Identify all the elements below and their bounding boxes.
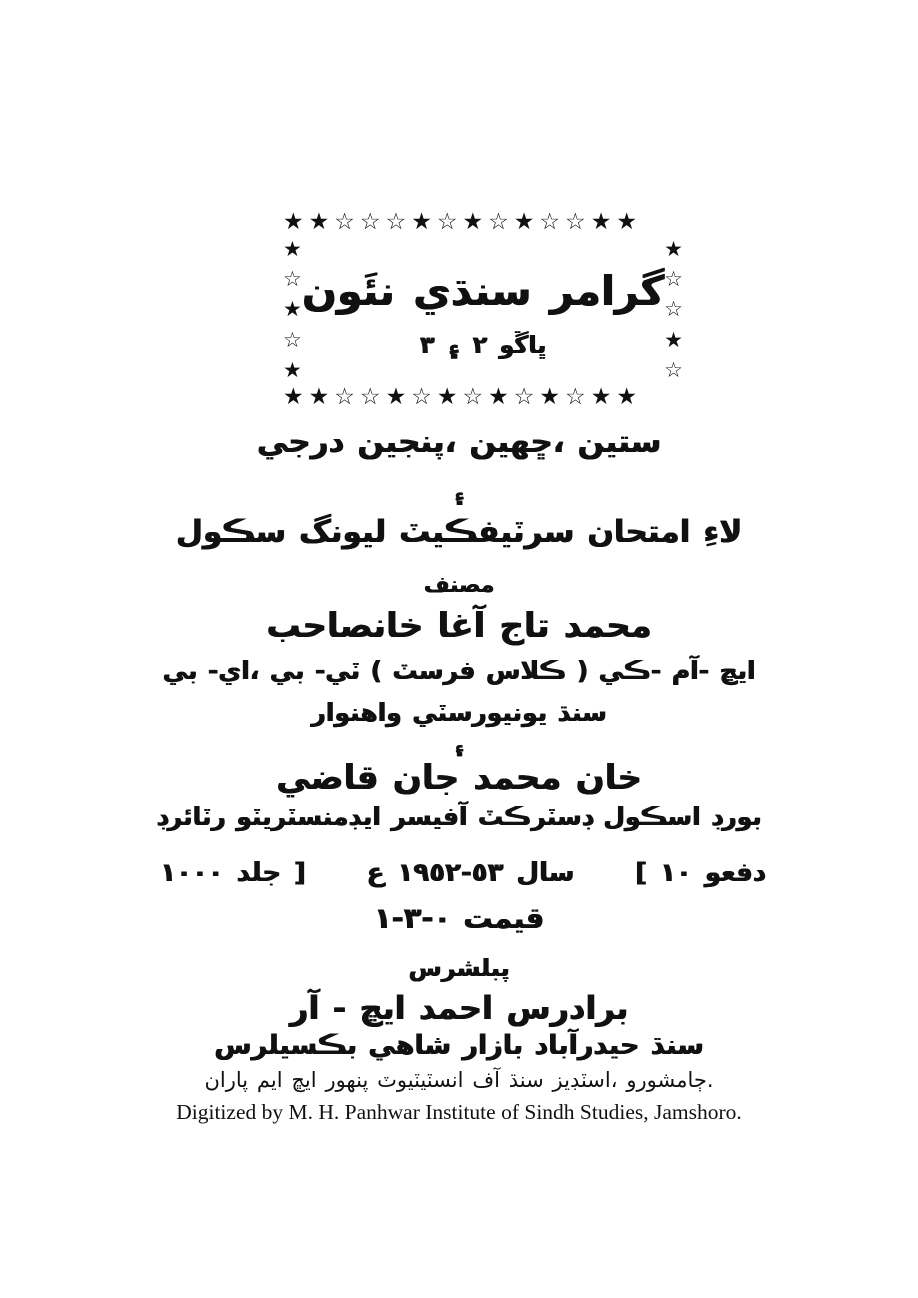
word-token: ☆ xyxy=(283,267,302,292)
word-token: رٽائرڊ xyxy=(156,802,226,831)
word-token: درجي xyxy=(256,424,345,460)
digitizer-credit-english: Digitized by M. H. Panhwar Institute of Sindh Studies, Jamshoro. xyxy=(176,1100,742,1124)
word-token: آم- xyxy=(671,656,709,685)
word-token: فرسٽ xyxy=(392,656,476,685)
author-2-role xyxy=(0,802,918,831)
word-token: ☆ xyxy=(565,209,586,235)
star-border-box xyxy=(283,209,683,410)
word-token: محمد xyxy=(473,758,562,798)
word-token: ( xyxy=(370,656,382,685)
book-title xyxy=(302,267,664,315)
word-token: جلد xyxy=(236,858,281,888)
word-token: ★ xyxy=(385,384,407,410)
word-token: شاهي xyxy=(368,1030,451,1061)
word-token: اسڪول xyxy=(603,802,701,831)
word-token: ١٠٠٠ xyxy=(160,858,224,888)
conjunction-and xyxy=(0,481,918,505)
word-token: ☆ xyxy=(359,209,381,235)
word-token: برادرس xyxy=(506,989,629,1027)
word-token: ] xyxy=(293,858,306,888)
star-border-right-icon xyxy=(664,234,683,386)
word-token: ڀاڱو xyxy=(499,331,547,359)
word-token: ۽ xyxy=(453,735,465,757)
word-token: ☆ xyxy=(411,384,432,410)
word-token: [ xyxy=(635,858,647,888)
exam-line xyxy=(0,514,918,550)
word-token: احمد xyxy=(418,989,493,1027)
book-part-line xyxy=(420,331,546,359)
digitizer-credit-sindhi xyxy=(0,1068,918,1092)
word-token: واهنوار xyxy=(311,698,402,727)
word-token: آر xyxy=(289,989,320,1027)
word-token: قيمت xyxy=(463,901,545,935)
word-token: بازار xyxy=(462,1030,523,1061)
word-token: حيدرآباد xyxy=(534,1030,640,1061)
word-token: ★ xyxy=(283,384,304,410)
word-token: ڇهين، xyxy=(469,424,565,460)
star-border-bottom-icon xyxy=(283,386,637,409)
price-line xyxy=(0,901,918,935)
word-token: بي xyxy=(162,656,198,685)
word-token: آغا xyxy=(437,606,486,646)
word-token: ☆ xyxy=(488,209,509,235)
word-token: ☆ xyxy=(462,384,484,410)
word-token: ١٩٥٢-٥٣ xyxy=(397,858,504,888)
word-token: ☆ xyxy=(385,209,407,235)
word-token: اسٽڊيز، xyxy=(552,1068,618,1092)
word-token: ۽ xyxy=(452,481,466,505)
word-token: پاران xyxy=(204,1068,249,1092)
word-token: لاءِ xyxy=(703,514,743,550)
word-token: ★ xyxy=(308,384,330,410)
star-border-top-icon xyxy=(283,211,637,234)
publishers-heading xyxy=(0,954,918,982)
word-token: ★ xyxy=(283,358,302,383)
word-token: سنڌ xyxy=(557,698,607,727)
word-token: -ٽي xyxy=(314,656,360,685)
word-token: ☆ xyxy=(283,327,302,352)
author-1-qualifications xyxy=(0,656,918,685)
word-token: ★ xyxy=(616,209,637,235)
word-token: بي xyxy=(269,656,305,685)
word-token: ☆ xyxy=(334,384,355,410)
authors-conjunction-and xyxy=(0,735,918,757)
author-1-role xyxy=(0,698,918,727)
word-token: آفيسر xyxy=(391,802,468,831)
author-1-name xyxy=(0,606,918,646)
word-token: -اي، xyxy=(207,656,260,685)
word-token: سرٽيفڪيٽ xyxy=(399,514,575,550)
word-token: ٣ xyxy=(419,331,435,359)
word-token: ايڇ xyxy=(359,989,406,1027)
word-token: بورڊ xyxy=(711,802,762,831)
word-token: نئَون xyxy=(301,267,395,315)
word-token: سنڌ xyxy=(650,1030,704,1061)
word-token: ★ xyxy=(590,384,612,410)
word-token: محمد xyxy=(563,606,652,646)
author-2-name xyxy=(0,758,918,798)
star-border-left-icon xyxy=(283,234,302,386)
word-token: ☆ xyxy=(664,267,683,292)
word-token: ★ xyxy=(283,236,302,261)
word-token: آف xyxy=(472,1068,500,1092)
word-token: سنڌي xyxy=(413,267,532,315)
word-token: ☆ xyxy=(359,384,381,410)
word-token: خان xyxy=(575,758,642,798)
publisher-name xyxy=(0,989,918,1027)
word-token: ★ xyxy=(513,209,535,235)
word-token: ★ xyxy=(664,236,683,261)
word-token: ★ xyxy=(488,384,509,410)
publisher-address xyxy=(0,1030,918,1061)
word-token: ڊسٽرڪٽ xyxy=(477,802,593,831)
word-token: سڪول xyxy=(175,514,286,550)
word-token: ☆ xyxy=(565,384,586,410)
word-token: ★ xyxy=(436,384,458,410)
classes-line xyxy=(0,424,918,460)
word-token: ★ xyxy=(283,297,302,322)
word-token: ★ xyxy=(308,209,330,235)
word-token: گرامر xyxy=(549,267,665,315)
imprint-copies xyxy=(160,858,306,888)
word-token: خانصاحب xyxy=(266,606,424,646)
word-token: ☆ xyxy=(513,384,535,410)
word-token: ڪلاس xyxy=(485,656,567,685)
word-token: ڪي- xyxy=(598,656,662,685)
word-token: امتحان xyxy=(587,514,691,550)
word-token: ) xyxy=(576,656,589,685)
word-token: يونيورسٽي xyxy=(412,698,547,727)
imprint-row xyxy=(160,858,766,888)
word-token: ايڇ xyxy=(291,1068,317,1092)
word-token: ★ xyxy=(462,209,484,235)
word-token: ع xyxy=(366,858,385,888)
imprint-impression xyxy=(635,858,766,888)
imprint-year xyxy=(367,858,575,888)
word-token: پنجين، xyxy=(357,424,457,460)
word-token: انسٽيٽيوٽ xyxy=(377,1068,464,1092)
word-token: ★ xyxy=(283,209,304,235)
word-token: ايڇ xyxy=(719,656,756,685)
word-token: - xyxy=(332,989,346,1027)
word-token: ۽ xyxy=(446,331,461,359)
word-token: ★ xyxy=(590,209,612,235)
word-token: ايڊمنسٽريٽو xyxy=(236,802,381,831)
word-token: تاج xyxy=(499,606,550,646)
word-token: ★ xyxy=(664,327,683,352)
word-token: ☆ xyxy=(539,209,561,235)
word-token: ☆ xyxy=(664,358,683,383)
word-token: ليونگ xyxy=(298,514,387,550)
word-token: ١٠ xyxy=(659,858,692,888)
word-token: ★ xyxy=(411,209,432,235)
word-token: ★ xyxy=(539,384,561,410)
word-token: ☆ xyxy=(334,209,355,235)
word-token: قاضي xyxy=(276,758,379,798)
word-token: ☆ xyxy=(436,209,458,235)
word-token: سال xyxy=(516,858,575,888)
word-token: جان xyxy=(392,758,460,798)
word-token: پنهور xyxy=(325,1068,369,1092)
word-token: دفعو xyxy=(704,858,766,888)
word-token: ٢ xyxy=(472,331,488,359)
word-token: ★ xyxy=(616,384,637,410)
word-token: سنڌ xyxy=(508,1068,544,1092)
author-heading xyxy=(0,573,918,598)
word-token: ١-٣-٠ xyxy=(373,901,452,935)
word-token: پبلشرس xyxy=(408,954,510,982)
word-token: ايم xyxy=(256,1068,283,1092)
word-token: بڪسيلرس xyxy=(214,1030,357,1061)
word-token: ڄامشورو. xyxy=(626,1068,714,1092)
word-token: ☆ xyxy=(664,297,683,322)
word-token: مصنف xyxy=(423,573,495,598)
word-token: ستين xyxy=(577,424,662,460)
